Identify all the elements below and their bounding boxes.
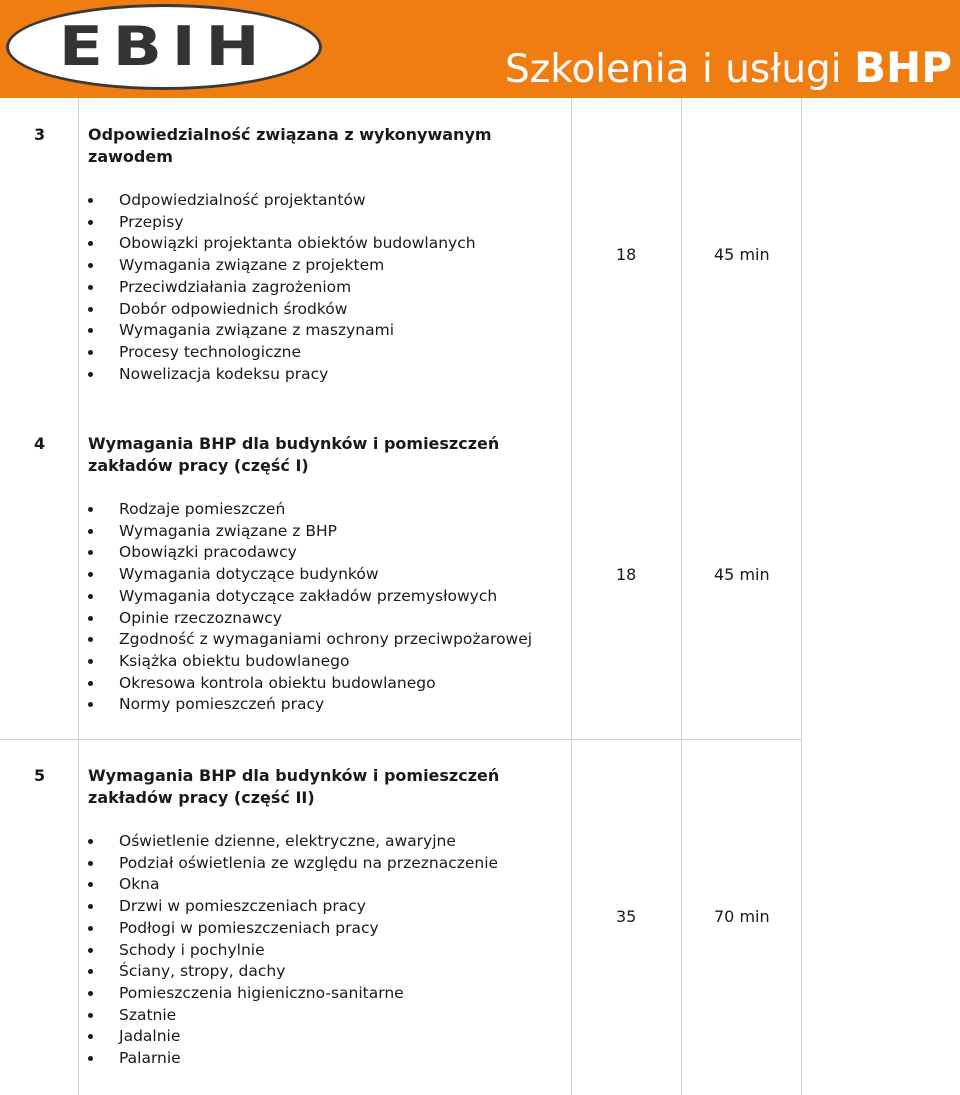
- list-item: Wymagania związane z projektem: [88, 255, 476, 277]
- list-item: Nowelizacja kodeksu pracy: [88, 364, 476, 386]
- row-hours: 18: [616, 565, 637, 584]
- table-column-divider: [681, 98, 682, 1095]
- row-duration: 45 min: [714, 565, 770, 584]
- row-hours: 18: [616, 245, 637, 264]
- list-item: Podłogi w pomieszczeniach pracy: [88, 918, 498, 940]
- table-column-divider: [801, 98, 802, 1095]
- topic-list: [88, 499, 532, 716]
- topic-list: [88, 831, 498, 1070]
- list-item: Jadalnie: [88, 1026, 498, 1048]
- list-item: Obowiązki projektanta obiektów budowlanych: [88, 233, 476, 255]
- table-column-divider: [571, 98, 572, 1095]
- list-item: Wymagania związane z BHP: [88, 521, 532, 543]
- list-item: Zgodność z wymaganiami ochrony przeciwpożarowej: [88, 629, 532, 651]
- list-item: Procesy technologiczne: [88, 342, 476, 364]
- tagline-bold-text: BHP: [854, 43, 952, 92]
- list-item: Odpowiedzialność projektantów: [88, 190, 476, 212]
- header-banner: [0, 0, 960, 98]
- list-item: Książka obiektu budowlanego: [88, 651, 532, 673]
- list-item: Szatnie: [88, 1005, 498, 1027]
- tagline-text: Szkolenia i usługi: [505, 47, 842, 92]
- table-row-divider: [0, 739, 802, 740]
- header-tagline: [505, 40, 952, 96]
- list-item: Podział oświetlenia ze względu na przeznaczenie: [88, 853, 498, 875]
- logo-text: EBIH: [58, 15, 270, 78]
- list-item: Obowiązki pracodawcy: [88, 542, 532, 564]
- list-item: Schody i pochylnie: [88, 940, 498, 962]
- row-duration: 45 min: [714, 245, 770, 264]
- list-item: Drzwi w pomieszczeniach pracy: [88, 896, 498, 918]
- row-number: 4: [34, 434, 46, 453]
- row-duration: 70 min: [714, 907, 770, 926]
- table-column-divider: [78, 98, 79, 1095]
- list-item: Opinie rzeczoznawcy: [88, 608, 532, 630]
- row-title: Odpowiedzialność związana z wykonywanym zawodem: [88, 125, 492, 166]
- list-item: Rodzaje pomieszczeń: [88, 499, 532, 521]
- list-item: Okna: [88, 874, 498, 896]
- row-title: Wymagania BHP dla budynków i pomieszczeń zakładów pracy (część II): [88, 766, 500, 807]
- list-item: Pomieszczenia higieniczno-sanitarne: [88, 983, 498, 1005]
- row-number: 5: [34, 766, 46, 785]
- list-item: Palarnie: [88, 1048, 498, 1070]
- row-number: 3: [34, 125, 46, 144]
- topic-list: [88, 190, 476, 385]
- list-item: Wymagania dotyczące budynków: [88, 564, 532, 586]
- list-item: Okresowa kontrola obiektu budowlanego: [88, 673, 532, 695]
- list-item: Oświetlenie dzienne, elektryczne, awaryjne: [88, 831, 498, 853]
- list-item: Przepisy: [88, 212, 476, 234]
- list-item: Dobór odpowiednich środków: [88, 299, 476, 321]
- row-title: Wymagania BHP dla budynków i pomieszczeń zakładów pracy (część I): [88, 434, 500, 475]
- company-logo: [6, 4, 322, 90]
- row-hours: 35: [616, 907, 637, 926]
- list-item: Ściany, stropy, dachy: [88, 961, 498, 983]
- list-item: Przeciwdziałania zagrożeniom: [88, 277, 476, 299]
- list-item: Wymagania związane z maszynami: [88, 320, 476, 342]
- list-item: Normy pomieszczeń pracy: [88, 694, 532, 716]
- list-item: Wymagania dotyczące zakładów przemysłowych: [88, 586, 532, 608]
